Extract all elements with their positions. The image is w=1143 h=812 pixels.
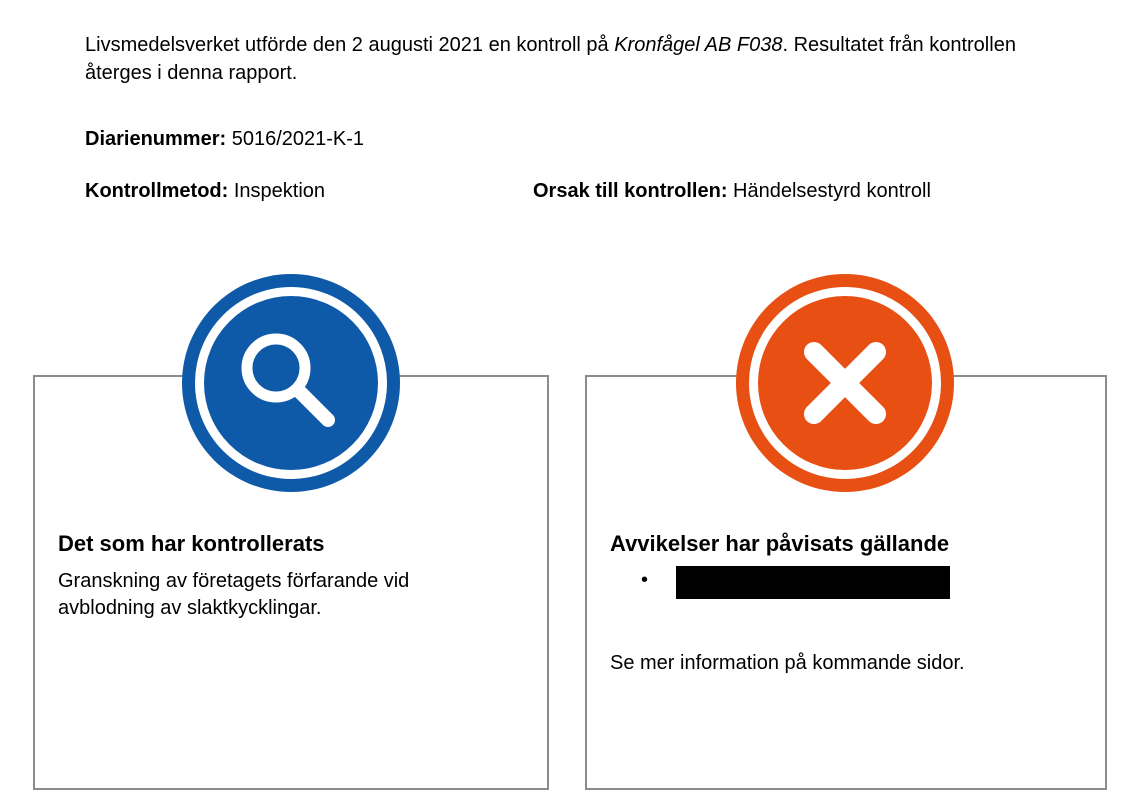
diarienummer-field xyxy=(85,126,364,152)
diarienummer-value: 5016/2021-K-1 xyxy=(231,128,365,150)
kontrollmetod-value: Inspektion xyxy=(233,180,326,202)
checked-description: Granskning av företagets förfarande vid avblodning av slaktkycklingar. xyxy=(58,570,410,619)
intro-text-after: . Resultatet från kontrollen återges i denna rapport. xyxy=(85,34,1016,84)
orsak-value: Händelsestyrd kontroll xyxy=(733,180,931,202)
cross-icon xyxy=(736,274,954,492)
orsak-field xyxy=(533,178,931,204)
kontrollmetod-label: Kontrollmetod: xyxy=(85,180,229,202)
more-info-note: Se mer information på kommande sidor. xyxy=(610,652,965,674)
bullet-dot: • xyxy=(641,569,649,591)
magnifier-icon xyxy=(182,274,400,492)
redaction-bar xyxy=(676,566,950,599)
company-name: Kronfågel AB F038 xyxy=(614,34,783,56)
checked-title: Det som har kontrollerats xyxy=(58,531,325,556)
diarienummer-label: Diarienummer: xyxy=(85,128,227,150)
deviations-title: Avvikelser har påvisats gällande xyxy=(610,531,950,556)
intro-text-before: Livsmedelsverket utförde den 2 augusti 2021 en kontroll på xyxy=(85,34,615,56)
deviation-list-item xyxy=(641,566,961,600)
orsak-label: Orsak till kontrollen: xyxy=(533,180,728,202)
kontrollmetod-field xyxy=(85,178,325,204)
intro-paragraph xyxy=(85,31,1075,87)
